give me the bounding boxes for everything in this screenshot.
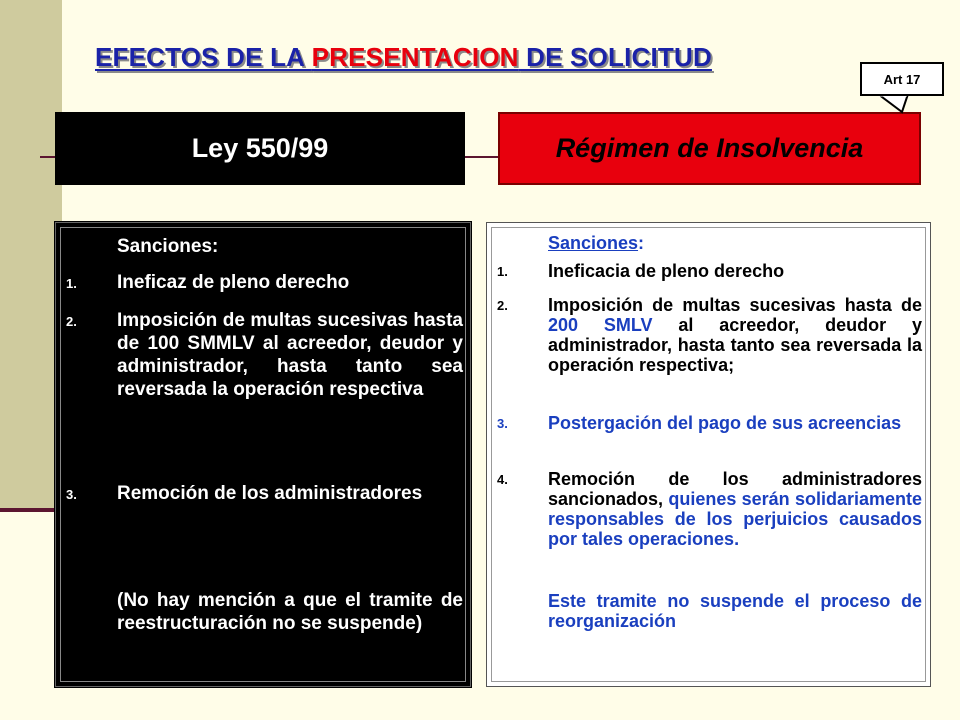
left-list-item-3 [66, 482, 463, 506]
header-regimen-insolvencia [498, 112, 921, 185]
article-callout [860, 62, 944, 96]
sidebar-divider [0, 508, 55, 512]
right-item-2-text [548, 295, 922, 375]
decorative-sidebar [0, 0, 62, 512]
right-list-item-1 [497, 261, 922, 282]
header-ley-550-label: Ley 550/99 [191, 133, 329, 163]
left-list-item-2 [66, 309, 463, 401]
right-list-item-3 [497, 413, 922, 434]
left-item-1-text: Ineficaz de pleno derecho [117, 272, 350, 293]
title-part-3: DE SOLICITUD [518, 42, 712, 72]
left-sanciones-heading: Sanciones: [117, 236, 219, 257]
left-item-3-number: 3. [66, 487, 77, 502]
right-item-2-text-c: al acreedor, deudor y administrador, hasta tanto sea reversada la operación respectiva; [548, 315, 922, 375]
left-item-2-number: 2. [66, 314, 77, 329]
title-part-highlight: PRESENTACION [311, 42, 519, 72]
left-item-2-text: Imposición de multas sucesivas hasta de 100 SMMLV al acreedor, deudor y administrador, hasta tanto sea reversada la operación respectiva [117, 310, 463, 400]
connector-line-middle [465, 156, 498, 158]
right-sanciones-heading-colon: : [638, 233, 645, 253]
right-item-3-number: 3. [497, 416, 508, 431]
right-list-item-2 [497, 295, 922, 375]
connector-line-left [40, 156, 56, 158]
right-sanciones-heading [548, 233, 644, 253]
right-item-2-amount: 200 SMLV [548, 315, 653, 335]
right-item-4-text [548, 469, 922, 549]
left-item-3-text: Remoción de los administradores [117, 483, 423, 504]
left-item-1-number: 1. [66, 276, 77, 291]
right-item-2-text-a: Imposición de multas sucesivas hasta de [548, 295, 922, 315]
title-part-1: EFECTOS DE LA [95, 42, 312, 72]
right-list-item-4 [497, 469, 922, 549]
right-item-1-text: Ineficacia de pleno derecho [548, 261, 785, 281]
right-item-4-number: 4. [497, 472, 508, 487]
header-ley-550 [55, 112, 465, 185]
right-item-4-text-a: Remoción de los administradores sancionados, [548, 469, 922, 509]
right-note: Este tramite no suspende el proceso de reorganización [548, 591, 922, 631]
slide-title [95, 42, 712, 73]
right-item-1-number: 1. [497, 264, 508, 279]
right-item-4-text-b: quienes serán solidariamente responsables de los perjuicios causados por tales operaciones. [548, 489, 922, 549]
panel-ley-550 [55, 222, 471, 687]
right-item-3-text: Postergación del pago de sus acreencias [548, 413, 902, 433]
left-list-item-1 [66, 271, 463, 295]
left-note: (No hay mención a que el tramite de reestructuración no se suspende) [117, 590, 463, 634]
header-regimen-label: Régimen de Insolvencia [555, 133, 864, 163]
article-callout-label: Art 17 [883, 71, 921, 87]
right-sanciones-heading-text: Sanciones [548, 233, 639, 253]
panel-regimen-insolvencia [486, 222, 931, 687]
right-item-2-number: 2. [497, 298, 508, 313]
